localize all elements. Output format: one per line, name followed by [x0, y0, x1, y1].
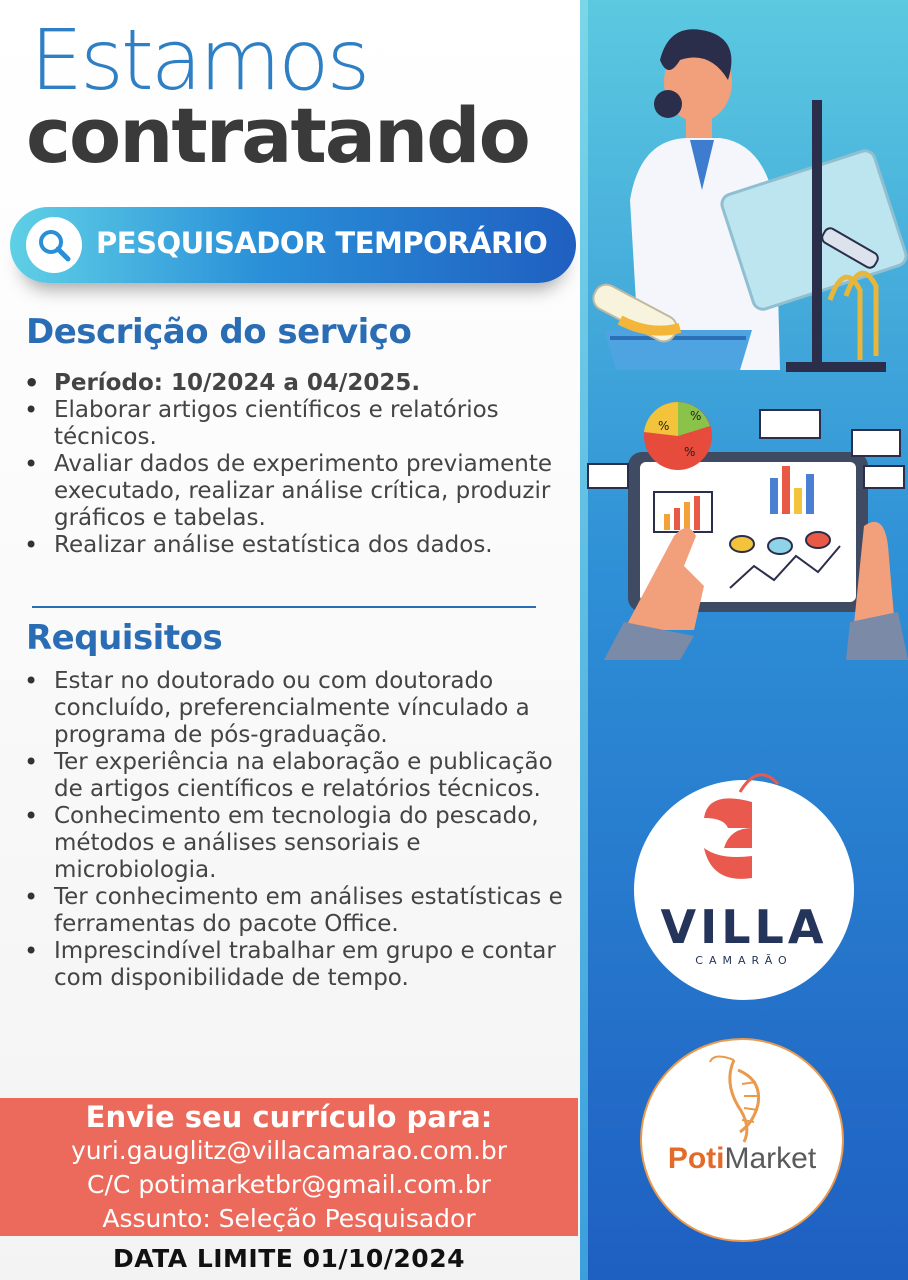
search-icon	[26, 217, 82, 273]
list-item: • Conhecimento em tecnologia do pescado, métodos e análises sensoriais e microbiologia.	[24, 803, 564, 884]
shrimp-icon	[694, 768, 794, 898]
list-item: • Ter experiência na elaboração e publicação de artigos científicos e relatórios técnicos.	[24, 749, 564, 803]
contact-email[interactable]: yuri.gauglitz@villacamarao.com.br	[70, 1136, 508, 1165]
job-title-banner	[10, 207, 576, 283]
svg-text:%: %	[690, 409, 702, 423]
description-list	[24, 370, 564, 559]
requirements-list	[24, 668, 564, 992]
headline-line2: contratando	[26, 91, 529, 180]
svg-text:%: %	[658, 419, 670, 433]
shrimp-icon	[704, 1052, 784, 1148]
contact-cc-email[interactable]: C/C potimarketbr@gmail.com.br	[87, 1170, 491, 1199]
headline-line1: Estamos	[30, 11, 368, 109]
requirements-heading: Requisitos	[26, 618, 223, 658]
contact-box	[0, 1098, 578, 1236]
villa-brand-name: VILLA	[660, 900, 828, 954]
description-heading: Descrição do serviço	[26, 312, 412, 352]
tablet-chart-illustration	[584, 396, 908, 660]
section-divider	[32, 606, 536, 608]
villa-brand-subtitle: CAMARÃO	[695, 954, 793, 967]
contact-subject: Assunto: Seleção Pesquisador	[102, 1204, 476, 1233]
list-item: • Período: 10/2024 a 04/2025.	[24, 370, 564, 397]
list-item: • Realizar análise estatística dos dados.	[24, 532, 564, 559]
list-item: • Elaborar artigos científicos e relatórios técnicos.	[24, 397, 564, 451]
potimarket-logo	[640, 1038, 844, 1242]
potimarket-brand-part2: Market	[724, 1142, 817, 1175]
contact-heading: Envie seu currículo para:	[85, 1100, 493, 1134]
potimarket-brand-part1: Poti	[667, 1142, 725, 1175]
scientist-illustration	[590, 20, 908, 380]
deadline-text: DATA LIMITE 01/10/2024	[113, 1244, 465, 1273]
list-item: • Estar no doutorado ou com doutorado concluído, preferencialmente vínculado a programa de pós-graduação.	[24, 668, 564, 749]
svg-text:%: %	[684, 445, 696, 459]
list-item: • Ter conhecimento em análises estatísticas e ferramentas do pacote Office.	[24, 884, 564, 938]
potimarket-brand-name	[642, 1142, 842, 1176]
list-item: • Imprescindível trabalhar em grupo e contar com disponibilidade de tempo.	[24, 938, 564, 992]
villa-camarao-logo	[634, 780, 854, 1000]
job-title: PESQUISADOR TEMPORÁRIO	[96, 226, 548, 260]
list-item: • Avaliar dados de experimento previamente executado, realizar análise crítica, produzir gráficos e tabelas.	[24, 451, 564, 532]
